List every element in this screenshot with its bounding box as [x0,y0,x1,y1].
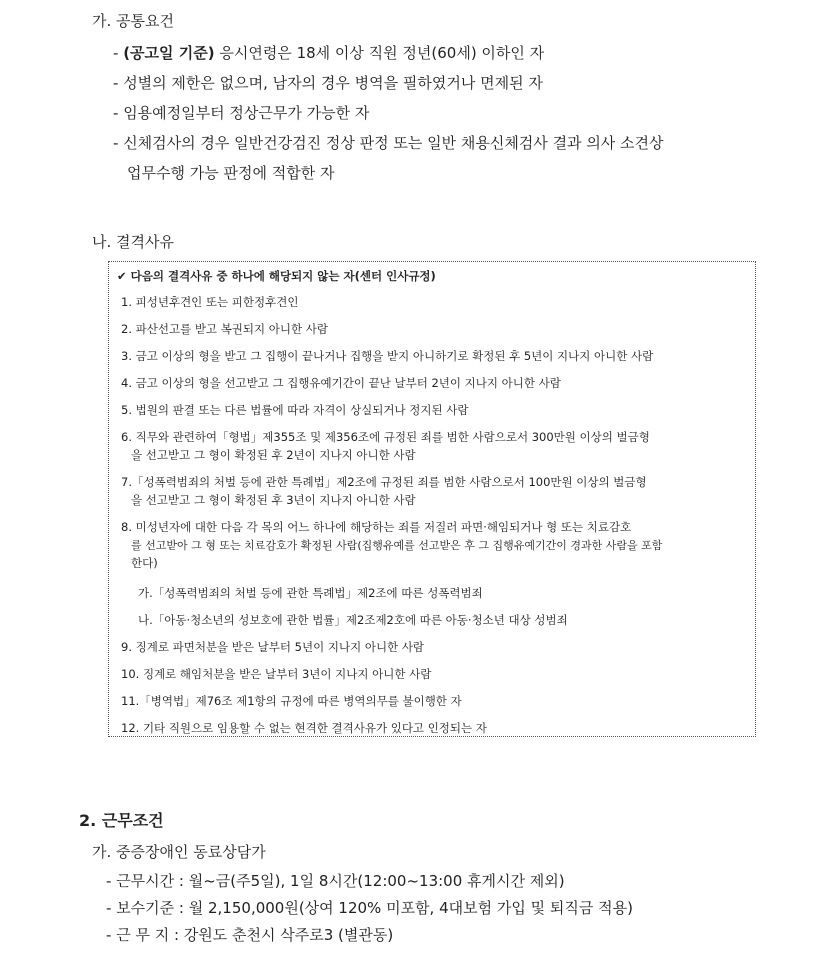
list-item-text: 근무시간 : 월~금(주5일), 1일 8시간(12:00~13:00 휴게시간 제외) [116,872,565,890]
list-item [113,132,664,153]
disqual-item: 12. 기타 직원으로 임용할 수 없는 현격한 결격사유가 있다고 인정되는 자 [121,721,487,735]
list-item [113,72,543,93]
list-item-continuation: 업무수행 가능 판정에 적합한 자 [127,164,335,182]
list-item-text: 신체검사의 경우 일반건강검진 정상 판정 또는 일반 채용신체검사 결과 의사 소견상 [123,134,664,152]
list-item [106,897,633,918]
list-dash: - [113,134,124,152]
working-conditions-title: 2. 근무조건 [79,811,164,830]
list-dash: - [113,74,124,92]
disqual-item: 4. 금고 이상의 형을 선고받고 그 집행유예기간이 끝난 날부터 2년이 지나지 아니한 사람 [121,376,561,390]
list-item [106,924,393,945]
disqual-item: 5. 법원의 판결 또는 다른 법률에 따라 자격이 상실되거나 정지된 사람 [121,403,469,417]
disqual-item-continuation: 한다) [131,556,158,570]
list-dash: - [106,899,117,917]
disqual-item-continuation: 을 선고받고 그 형이 확정된 후 2년이 지나지 아니한 사람 [131,448,416,462]
notice-date-label: (공고일 기준) [123,44,215,62]
working-conditions-subheading: 가. 중증장애인 동료상담가 [92,843,266,861]
disqual-item: 11.「병역법」제76조 제1항의 규정에 따른 병역의무를 불이행한 자 [121,694,462,708]
list-item [113,102,369,123]
disqualification-heading: 나. 결격사유 [92,233,174,251]
list-item-text: 임용예정일부터 정상근무가 가능한 자 [123,104,370,122]
list-dash: - [113,104,124,122]
common-requirements-heading: 가. 공통요건 [92,12,174,30]
list-dash: - [106,872,117,890]
list-dash: - [106,926,117,944]
disqual-subitem: 나.「아동·청소년의 성보호에 관한 법률」제2조제2호에 따른 아동·청소년 대상 성범죄 [138,613,568,627]
list-item-text: 보수기준 : 월 2,150,000원(상여 120% 미포함, 4대보험 가입 및 퇴직금 적용) [116,899,633,917]
disqual-item-continuation: 를 선고받아 그 형 또는 치료감호가 확정된 사람(집행유예를 선고받은 후 그 집행유예기간이 경과한 사람을 포함 [131,539,663,552]
disqual-item: 3. 금고 이상의 형을 받고 그 집행이 끝나거나 집행을 받지 아니하기로 확정된 후 5년이 지나지 아니한 사람 [121,349,654,363]
list-dash: - [113,44,124,62]
list-item [113,42,544,63]
disqual-item: 9. 징계로 파면처분을 받은 날부터 5년이 지나지 아니한 사람 [121,640,425,654]
list-item-text: 응시연령은 18세 이상 직원 정년(60세) 이하인 자 [214,44,545,62]
disqual-item: 7.「성폭력범죄의 처벌 등에 관한 특례법」제2조에 규정된 죄를 범한 사람으로서 100만원 이상의 벌금형 [121,475,647,489]
disqual-item-continuation: 을 선고받고 그 형이 확정된 후 3년이 지나지 아니한 사람 [131,493,416,507]
disqual-item: 10. 징계로 해임처분을 받은 날부터 3년이 지나지 아니한 사람 [121,667,432,681]
disqual-subitem: 가.「성폭력범죄의 처벌 등에 관한 특례법」제2조에 따른 성폭력범죄 [138,586,483,600]
list-item-text: 근 무 지 : 강원도 춘천시 삭주로3 (별관동) [116,926,394,944]
box-title: ✔ 다음의 결격사유 중 하나에 해당되지 않는 자(센터 인사규정) [117,269,436,283]
list-item-text: 성별의 제한은 없으며, 남자의 경우 병역을 필하였거나 면제된 자 [123,74,543,92]
disqual-item: 8. 미성년자에 대한 다음 각 목의 어느 하나에 해당하는 죄를 저질러 파면·해임되거나 형 또는 치료감호 [121,520,632,534]
disqual-item: 1. 피성년후견인 또는 피한정후견인 [121,295,299,309]
disqual-item: 6. 직무와 관련하여「형법」제355조 및 제356조에 규정된 죄를 범한 사람으로서 300만원 이상의 벌금형 [121,430,650,444]
list-item [106,870,565,891]
disqual-item: 2. 파산선고를 받고 복권되지 아니한 사람 [121,322,328,336]
